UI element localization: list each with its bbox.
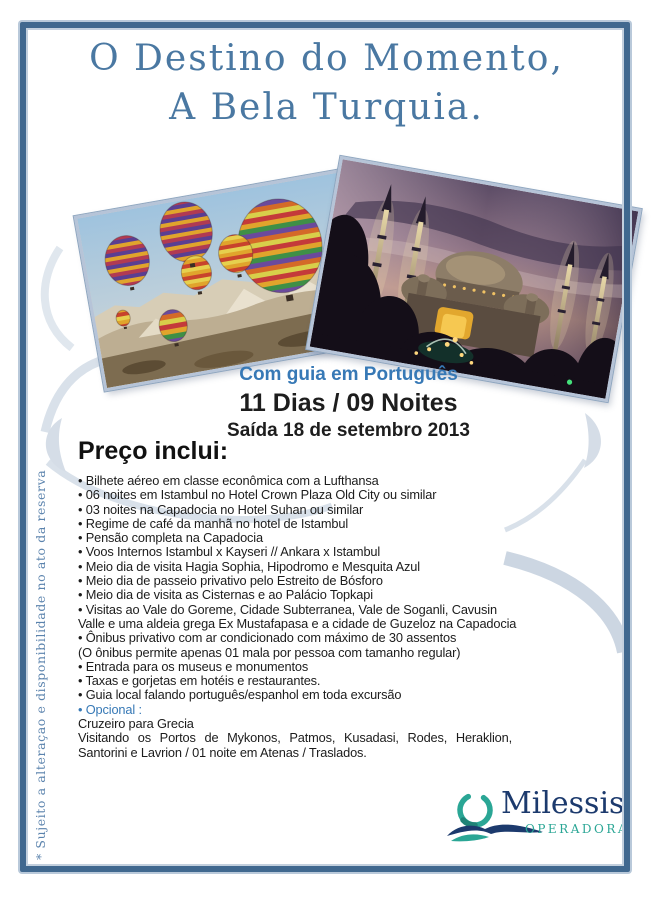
list-item: • Pensão completa na Capadocia [78, 530, 263, 546]
list-item: • Ônibus privativo com ar condicionado com máximo de 30 assentos [78, 630, 457, 646]
list-item: • Meio dia de visita as Cisternas e ao Palácio Topkapi [78, 587, 373, 603]
list-item: • Visitas ao Vale do Goreme, Cidade Subterranea, Vale de Soganli, Cavusin Valle e uma aldeia grega Ex Mustafapasa e a cidade de Guzeloz na Capadocia [78, 601, 517, 631]
price-includes-section [78, 437, 524, 760]
page-title [0, 34, 653, 132]
title-line-2: A Bela Turquia. [169, 87, 484, 128]
list-item: • Entrada para os museus e monumentos [78, 658, 309, 674]
list-item: • Regime de café da manhã no hotel de Istambul [78, 515, 349, 531]
operator-logo [447, 786, 630, 846]
optional-cruise-details: Visitando os Portos de Mykonos, Patmos, Kusadasi, Rodes, Heraklion, Santorini e Lavrion / 01 noite em Atenas / Traslados. [78, 730, 512, 760]
trip-summary [22, 364, 653, 442]
title-line-1: O Destino do Momento, [89, 38, 564, 79]
list-item: • Taxas e gorjetas em hotéis e restaurantes. [78, 673, 321, 689]
list-item: • 03 noites na Capadocia no Hotel Suhan ou similar [78, 501, 364, 517]
logo-brand-text: Milessis [501, 786, 625, 821]
optional-label: • Opcional : [78, 701, 142, 717]
list-item: • 06 noites em Istambul no Hotel Crown Plaza Old City ou similar [78, 487, 437, 503]
list-item: • Voos Internos Istambul x Kayseri // Ankara x Istambul [78, 544, 381, 560]
reservation-disclaimer-note: * Sujeito a alteraçao e disponibilidade no ato da reserva [33, 469, 48, 860]
includes-list [78, 474, 524, 703]
departure-date-line: Saída 18 de setembro 2013 [227, 420, 470, 441]
optional-cruise-line: Cruzeiro para Grecia [78, 716, 194, 732]
logo-tagline-text: OPERADORA [525, 822, 630, 836]
list-item: • Bilhete aéreo em classe econômica com a Lufthansa [78, 473, 379, 488]
list-item: • Meio dia de passeio privativo pelo Estreito de Bósforo [78, 573, 383, 589]
guide-language-line: Com guia em Português [239, 364, 458, 385]
list-item: • Guia local falando português/espanhol em toda excursão [78, 687, 402, 703]
list-item: (O ônibus permite apenas 01 mala por pessoa com tamanho regular) [78, 644, 461, 660]
list-item: • Meio dia de visita Hagia Sophia, Hipodromo e Mesquita Azul [78, 558, 420, 574]
trip-duration-line: 11 Dias / 09 Noites [239, 389, 458, 417]
price-includes-heading: Preço inclui: [78, 437, 229, 465]
